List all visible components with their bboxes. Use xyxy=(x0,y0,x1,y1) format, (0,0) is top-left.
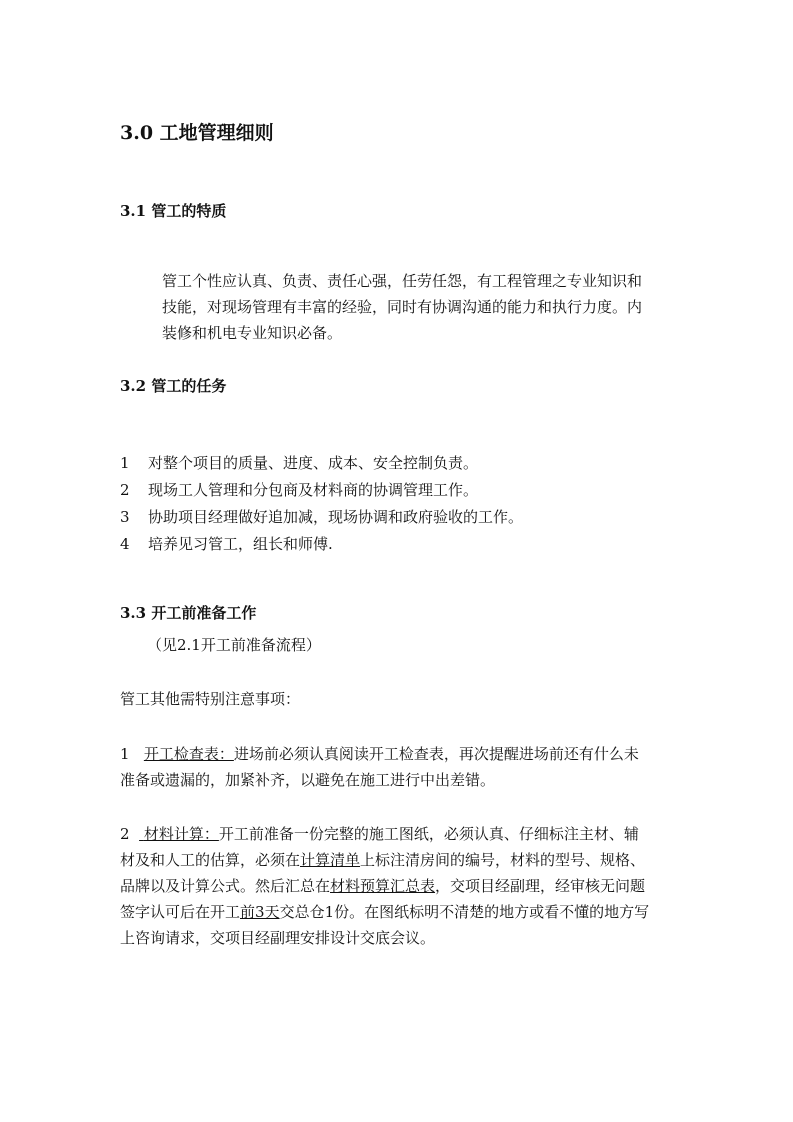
list-number: 3 xyxy=(120,508,130,526)
deadline-term: 前3天 xyxy=(240,903,280,921)
list-item xyxy=(120,506,523,528)
reference-note: （见2.1开工前准备流程） xyxy=(147,636,321,654)
notice-intro: 管工其他需特别注意事项： xyxy=(120,690,301,708)
list-item xyxy=(120,479,478,501)
section-heading-3-3: 3.3 开工前准备工作 xyxy=(120,604,257,622)
section-heading-3-1: 3.1 管工的特质 xyxy=(120,202,227,220)
budget-summary-term: 材料预算汇总表 xyxy=(330,877,436,895)
list-number: 1 xyxy=(120,454,130,472)
section-heading-3-2: 3.2 管工的任务 xyxy=(120,377,227,395)
list-item xyxy=(120,452,478,474)
paragraph-line xyxy=(120,741,639,767)
notice-item-1 xyxy=(120,741,639,793)
item-text: 开工前准备一份完整的施工图纸，必须认真、仔细标注主材、辅 xyxy=(218,825,639,843)
section-3-1-paragraph xyxy=(162,268,642,346)
paragraph-line: 上咨询请求，交项目经副理安排设计交底会议。 xyxy=(120,929,436,947)
item-number: 1 xyxy=(120,745,130,763)
paragraph-line: 装修和机电专业知识必备。 xyxy=(162,324,343,342)
paragraph-line: 准备或遗漏的，加紧补齐，以避免在施工进行中出差错。 xyxy=(120,771,496,789)
paragraph-line: 品牌以及计算公式。然后汇总在材料预算汇总表，交项目经副理，经审核无问题 xyxy=(120,877,646,895)
list-text: 培养见习管工，组长和师傅. xyxy=(148,535,333,553)
list-text: 对整个项目的质量、进度、成本、安全控制负责。 xyxy=(148,454,479,472)
list-item xyxy=(120,533,333,555)
calc-list-term: 计算清单 xyxy=(300,851,361,869)
page-title: 3.0 工地管理细则 xyxy=(120,122,274,144)
notice-item-2 xyxy=(120,821,649,951)
item-number: 2 xyxy=(120,825,130,843)
item-text: 进场前必须认真阅读开工检查表，再次提醒进场前还有什么未 xyxy=(233,745,639,763)
list-text: 现场工人管理和分包商及材料商的协调管理工作。 xyxy=(148,481,479,499)
paragraph-line xyxy=(120,821,649,847)
paragraph-line: 管工个性应认真、负责、责任心强，任劳任怨，有工程管理之专业知识和 xyxy=(162,272,643,290)
list-number: 2 xyxy=(120,481,130,499)
material-calc-label: 材料计算： xyxy=(143,825,219,843)
paragraph-line: 技能，对现场管理有丰富的经验，同时有协调沟通的能力和执行力度。内 xyxy=(162,298,643,316)
list-number: 4 xyxy=(120,535,130,553)
list-text: 协助项目经理做好追加减，现场协调和政府验收的工作。 xyxy=(148,508,524,526)
paragraph-line: 签字认可后在开工前3天交总仓1份。在图纸标明不清楚的地方或看不懂的地方写 xyxy=(120,903,650,921)
paragraph-line: 材及和人工的估算，必须在计算清单上标注清房间的编号，材料的型号、规格、 xyxy=(120,851,646,869)
checklist-label: 开工检查表： xyxy=(143,745,234,763)
